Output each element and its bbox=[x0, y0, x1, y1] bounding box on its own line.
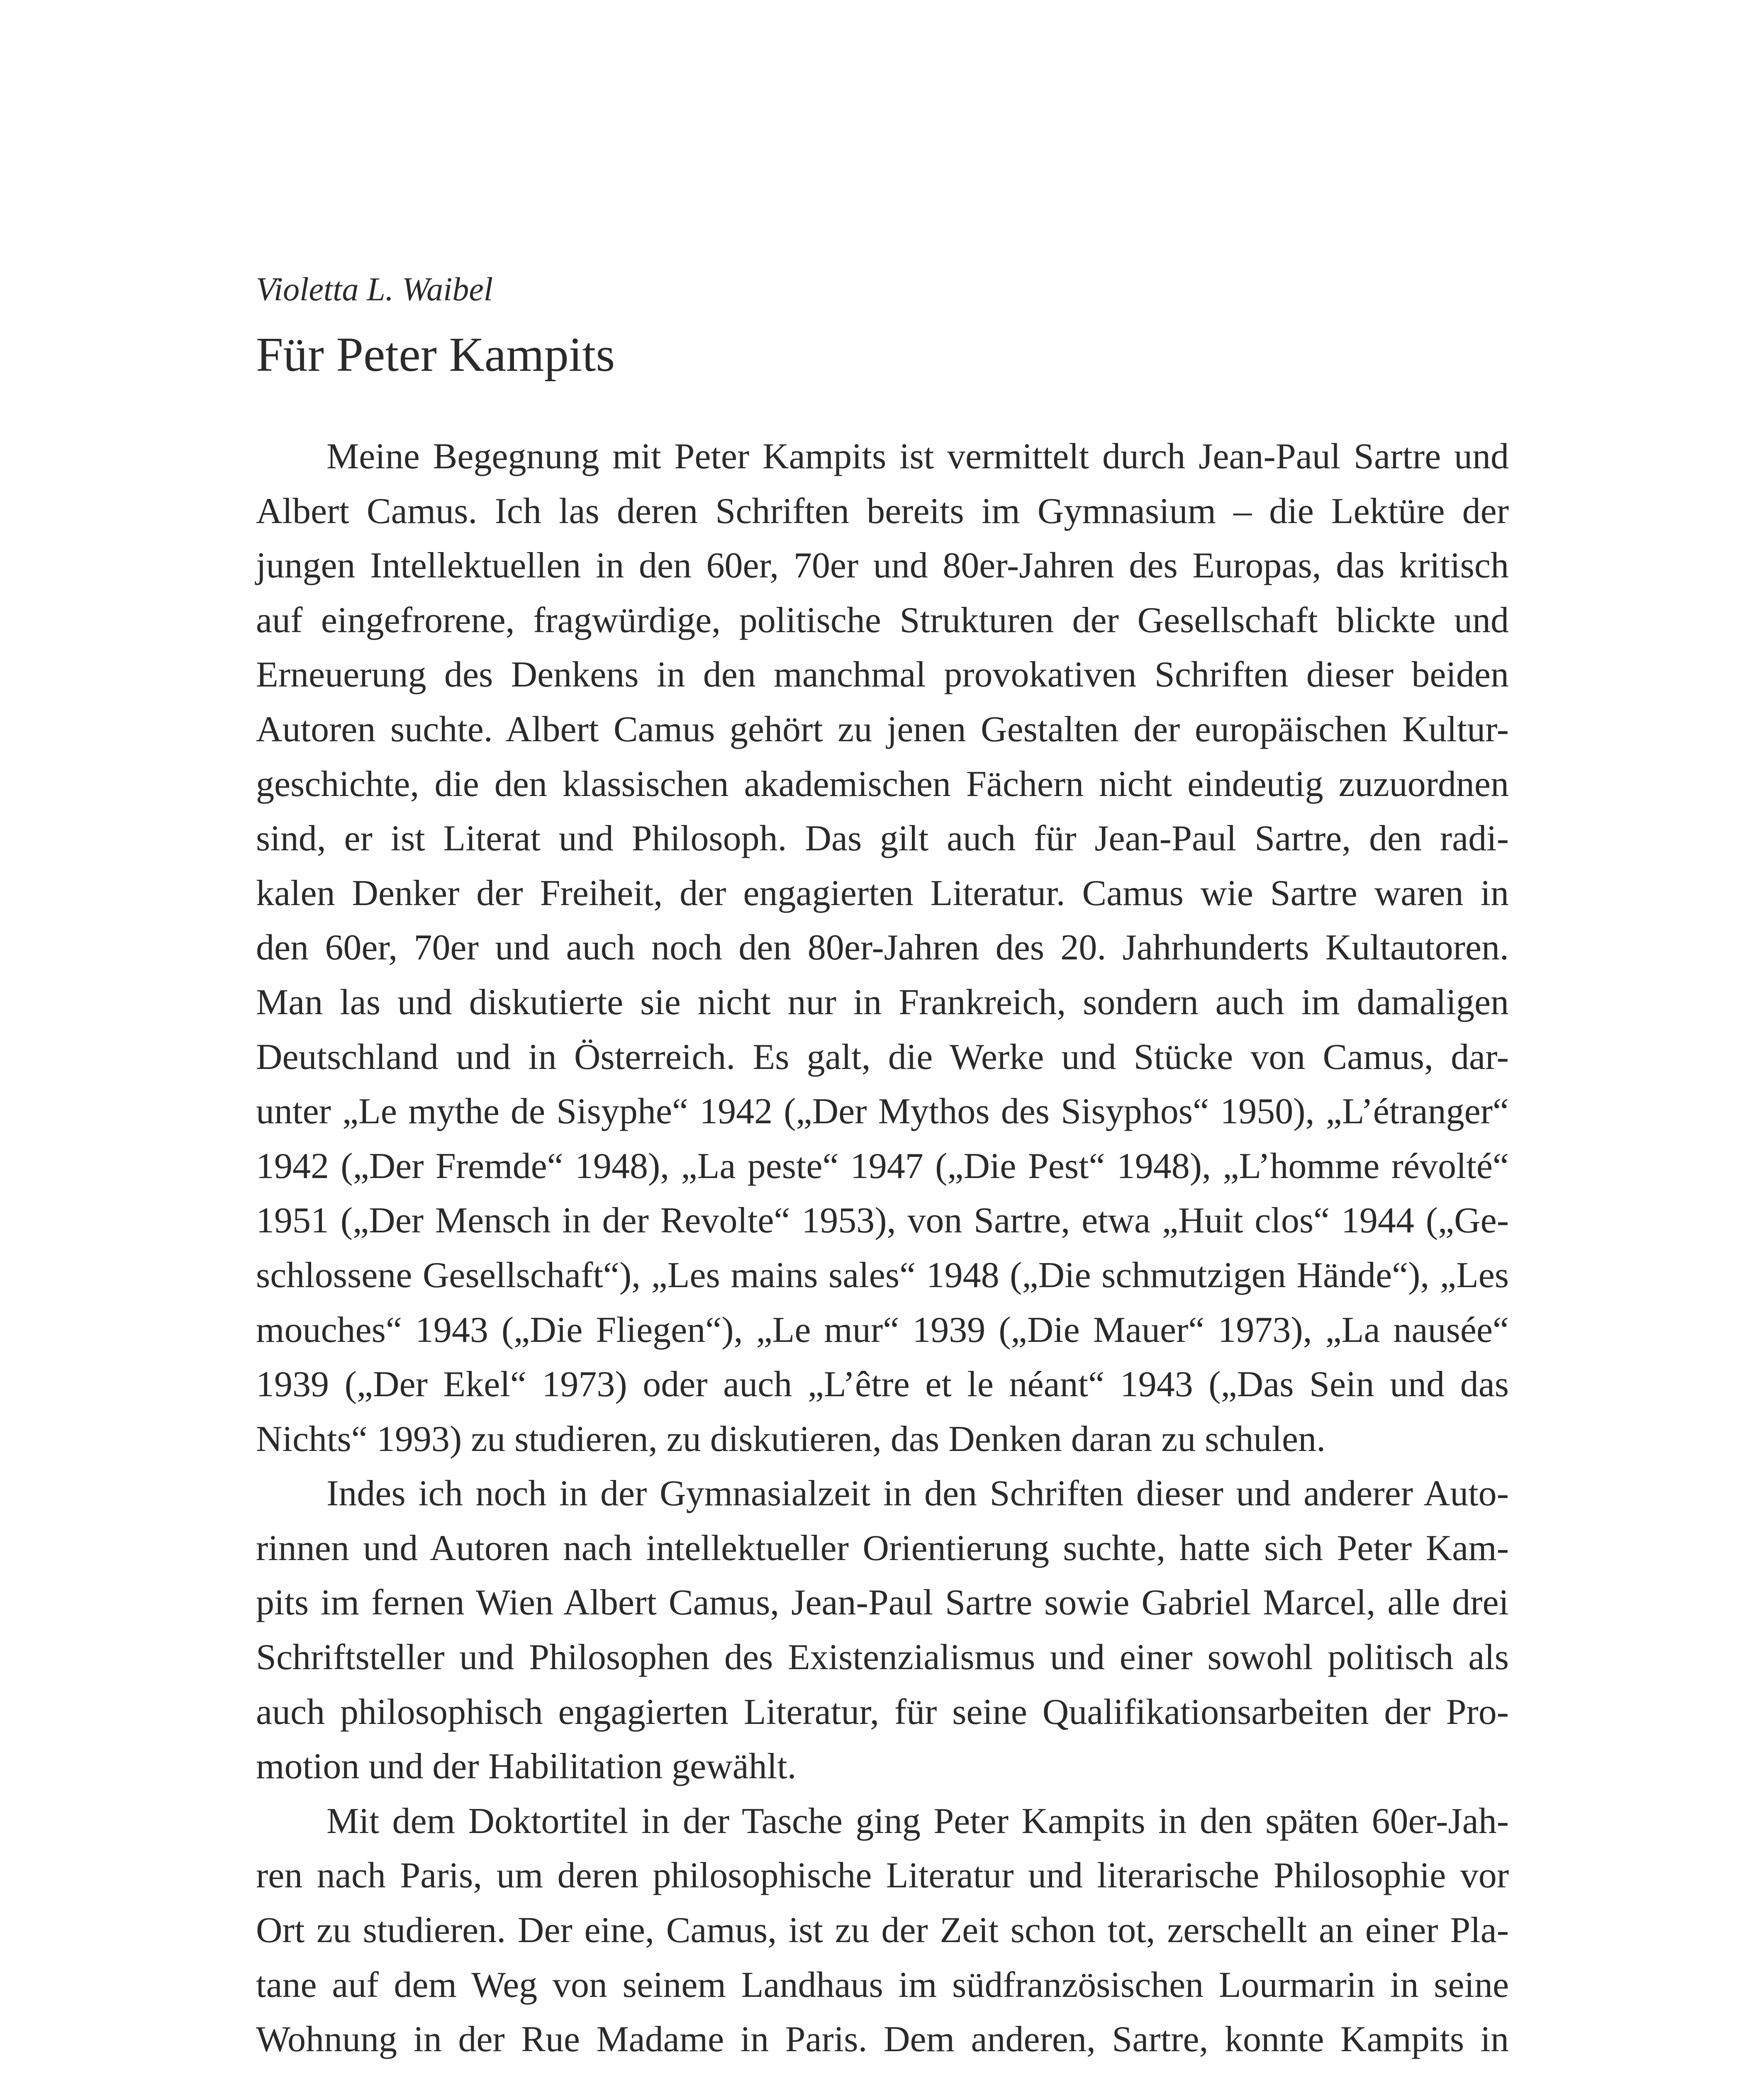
text-line: Albert Camus. Ich las deren Schriften bereits im Gymnasium – die Lektüre der bbox=[256, 491, 1509, 531]
text-line: unter „Le mythe de Sisyphe“ 1942 („Der Mythos des Sisyphos“ 1950), „L’étranger“ bbox=[256, 1091, 1509, 1132]
text-line: Deutschland und in Österreich. Es galt, die Werke und Stücke von Camus, dar- bbox=[256, 1037, 1509, 1077]
paragraph-1 bbox=[256, 429, 1509, 1466]
text-line: jungen Intellektuellen in den 60er, 70er und 80er-Jahren des Europas, das kritisch bbox=[256, 545, 1509, 586]
text-line: Schriftsteller und Philosophen des Existenzialismus und einer sowohl politisch als bbox=[256, 1637, 1509, 1678]
paragraph-2 bbox=[256, 1466, 1509, 1794]
text-line: Wohnung in der Rue Madame in Paris. Dem anderen, Sartre, konnte Kampits in bbox=[256, 2019, 1509, 2060]
text-line: motion und der Habilitation gewählt. bbox=[256, 1746, 797, 1787]
text-line: kalen Denker der Freiheit, der engagierten Literatur. Camus wie Sartre waren in bbox=[256, 873, 1509, 913]
text-line: schlossene Gesellschaft“), „Les mains sales“ 1948 („Die schmutzigen Hände“), „Les bbox=[256, 1255, 1509, 1295]
text-line: ren nach Paris, um deren philosophische Literatur und literarische Philosophie vor bbox=[256, 1855, 1509, 1896]
text-line: pits im fernen Wien Albert Camus, Jean-Paul Sartre sowie Gabriel Marcel, alle drei bbox=[256, 1582, 1509, 1623]
text-line: Mit dem Doktortitel in der Tasche ging Peter Kampits in den späten 60er-Jah- bbox=[326, 1801, 1509, 1841]
text-line: Indes ich noch in der Gymnasialzeit in den Schriften dieser und anderer Auto- bbox=[326, 1473, 1509, 1514]
text-line: rinnen und Autoren nach intellektueller Orientierung suchte, hatte sich Peter Kam- bbox=[256, 1528, 1509, 1568]
text-line: Autoren suchte. Albert Camus gehört zu jenen Gestalten der europäischen Kultur- bbox=[256, 709, 1509, 750]
text-line: sind, er ist Literat und Philosoph. Das gilt auch für Jean-Paul Sartre, den radi- bbox=[256, 818, 1509, 859]
author-name: Violetta L. Waibel bbox=[256, 271, 493, 308]
text-line: Meine Begegnung mit Peter Kampits ist vermittelt durch Jean-Paul Sartre und bbox=[326, 436, 1509, 477]
text-line: auch philosophisch engagierten Literatur, für seine Qualifikationsarbeiten der Pro- bbox=[256, 1692, 1509, 1732]
text-line: geschichte, die den klassischen akademischen Fächern nicht eindeutig zuzuordnen bbox=[256, 764, 1509, 804]
text-line: 1951 („Der Mensch in der Revolte“ 1953), von Sartre, etwa „Huit clos“ 1944 („Ge- bbox=[256, 1200, 1509, 1241]
text-line: 1939 („Der Ekel“ 1973) oder auch „L’être et le néant“ 1943 („Das Sein und das bbox=[256, 1364, 1509, 1405]
chapter-title: Für Peter Kampits bbox=[256, 327, 615, 382]
body-text bbox=[256, 429, 1509, 2067]
text-line: Ort zu studieren. Der eine, Camus, ist zu der Zeit schon tot, zerschellt an einer Pla- bbox=[256, 1910, 1509, 1951]
paragraph-3 bbox=[256, 1794, 1509, 2067]
text-line: den 60er, 70er und auch noch den 80er-Jahren des 20. Jahrhunderts Kultautoren. bbox=[256, 927, 1509, 968]
text-line: Erneuerung des Denkens in den manchmal provokativen Schriften dieser beiden bbox=[256, 655, 1509, 695]
text-line: mouches“ 1943 („Die Fliegen“), „Le mur“ 1939 („Die Mauer“ 1973), „La nausée“ bbox=[256, 1310, 1509, 1350]
text-line: auf eingefrorene, fragwürdige, politische Strukturen der Gesellschaft blickte und bbox=[256, 600, 1509, 640]
text-line: 1942 („Der Fremde“ 1948), „La peste“ 1947 („Die Pest“ 1948), „L’homme révolté“ bbox=[256, 1146, 1509, 1186]
text-line: Man las und diskutierte sie nicht nur in Frankreich, sondern auch im damaligen bbox=[256, 982, 1509, 1022]
text-line: tane auf dem Weg von seinem Landhaus im südfranzösischen Lourmarin in seine bbox=[256, 1964, 1509, 2005]
text-line: Nichts“ 1993) zu studieren, zu diskutieren, das Denken daran zu schulen. bbox=[256, 1419, 1326, 1459]
